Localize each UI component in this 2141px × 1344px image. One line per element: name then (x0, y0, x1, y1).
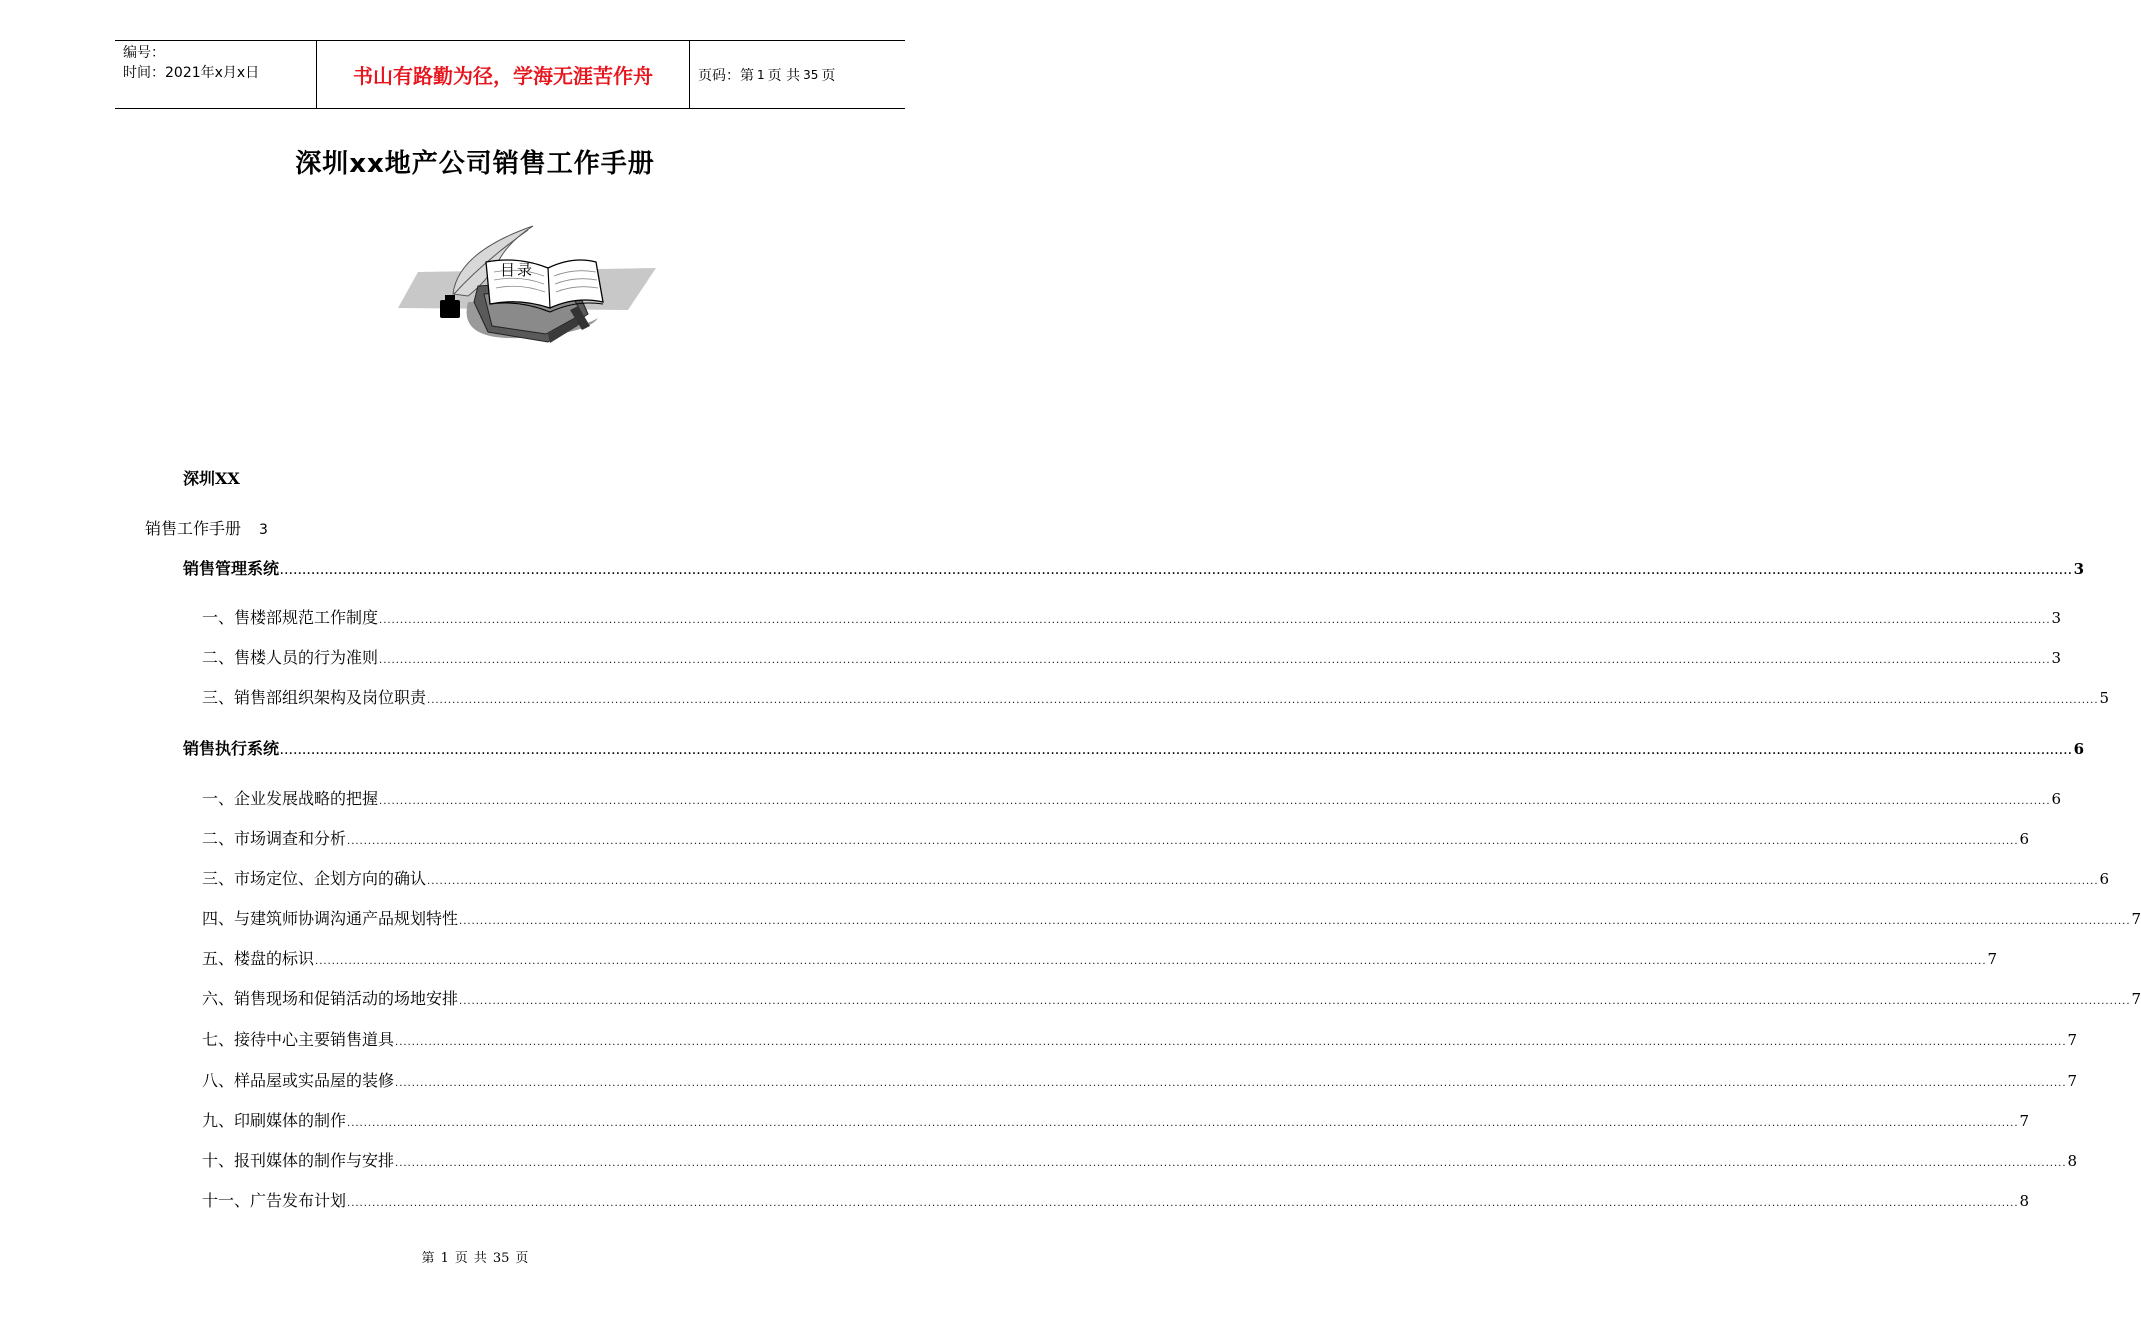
footer-total: 35 (492, 1251, 510, 1266)
toc-entry[interactable] (202, 866, 2110, 888)
toc-entry[interactable] (202, 1068, 2078, 1090)
toc-leader-dots: ................................................................................................................................................................................................................................................................................................................................................................................................................ (427, 876, 2099, 887)
toc-entry-page: 6 (2051, 790, 2062, 808)
toc-entry-page: 8 (2019, 1192, 2030, 1210)
header-motto: 书山有路勤为径，学海无涯苦作舟 (353, 64, 653, 88)
toc-entry[interactable] (202, 605, 2062, 627)
toc-entry[interactable] (202, 906, 2141, 928)
header-meta (123, 43, 313, 83)
toc-entry[interactable] (202, 685, 2110, 707)
toc-entry[interactable] (202, 645, 2062, 667)
toc-leader-dots: ................................................................................................................................................................................................................................................................................................................................................................................................................ (280, 746, 2073, 757)
time-label: 时间：2021年x月x日 (123, 65, 260, 81)
toc-entry-page: 6 (2099, 870, 2110, 888)
toc-leader-dots: ................................................................................................................................................................................................................................................................................................................................................................................................................ (427, 695, 2099, 706)
toc-leader-dots: ................................................................................................................................................................................................................................................................................................................................................................................................................ (347, 1118, 2019, 1129)
page-mid: 页 共 (767, 67, 801, 84)
toc-entry-title: 一、企业发展战略的把握 (202, 789, 379, 808)
toc-leader-dots: ................................................................................................................................................................................................................................................................................................................................................................................................................ (395, 1037, 2067, 1048)
toc-entry-page: 7 (2067, 1031, 2078, 1049)
footer-d: 页 (515, 1251, 529, 1266)
document-title: 深圳xx地产公司销售工作手册 (295, 149, 655, 179)
toc-leader-dots: ................................................................................................................................................................................................................................................................................................................................................................................................................ (379, 655, 2051, 666)
toc-entry-title: 十一、广告发布计划 (202, 1191, 347, 1210)
page-prefix: 页码：第 (698, 67, 754, 84)
toc-entry-title: 销售管理系统 (183, 559, 280, 578)
toc-entry-title: 三、市场定位、企划方向的确认 (202, 869, 427, 888)
book-quill-inkwell-icon (398, 222, 656, 362)
toc-leader-dots: ................................................................................................................................................................................................................................................................................................................................................................................................................ (459, 996, 2131, 1007)
toc-leader-dots: ................................................................................................................................................................................................................................................................................................................................................................................................................ (459, 916, 2131, 927)
page-number: 1 (757, 67, 765, 82)
toc-leader-dots: ................................................................................................................................................................................................................................................................................................................................................................................................................ (395, 1078, 2067, 1089)
illustration-label: 目录 (500, 261, 535, 279)
toc-leader-dots: ................................................................................................................................................................................................................................................................................................................................................................................................................ (379, 615, 2051, 626)
toc-entry[interactable] (202, 1148, 2078, 1170)
toc-entry[interactable] (183, 736, 2085, 758)
toc-entry-page: 8 (2067, 1152, 2078, 1170)
page-total: 35 (803, 67, 819, 82)
toc-entry-page: 3 (2051, 609, 2062, 627)
toc-entry[interactable] (202, 786, 2062, 808)
footer-c: 共 (473, 1251, 487, 1266)
header-divider (689, 41, 690, 108)
header-page-info (698, 41, 835, 108)
toc-entry-page: 6 (2019, 830, 2030, 848)
toc-entry-title: 三、销售部组织架构及岗位职责 (202, 688, 427, 707)
toc-entry-title: 二、市场调查和分析 (202, 829, 347, 848)
toc-entry-title: 九、印刷媒体的制作 (202, 1111, 347, 1130)
toc-lead (145, 516, 268, 539)
toc-leader-dots: ................................................................................................................................................................................................................................................................................................................................................................................................................ (347, 836, 2019, 847)
toc-entry[interactable] (202, 946, 1998, 968)
page-suffix: 页 (821, 67, 836, 84)
toc-entry-page: 7 (2019, 1112, 2030, 1130)
toc-lead-page: 3 (259, 522, 268, 538)
toc-entry-page: 3 (2073, 560, 2085, 578)
toc-entry-page: 6 (2073, 740, 2085, 758)
toc-leader-dots: ................................................................................................................................................................................................................................................................................................................................................................................................................ (315, 956, 1987, 967)
toc-entry-title: 六、销售现场和促销活动的场地安排 (202, 989, 459, 1008)
toc-entry[interactable] (183, 556, 2085, 578)
serial-label: 编号： (123, 45, 165, 61)
toc-entry[interactable] (202, 1027, 2078, 1049)
toc-entry-title: 八、样品屋或实品屋的装修 (202, 1071, 395, 1090)
page-footer (0, 1247, 950, 1266)
toc-entry[interactable] (202, 1108, 2030, 1130)
footer-b: 页 (454, 1251, 468, 1266)
footer-page-number: 1 (440, 1251, 449, 1266)
toc-entry-page: 7 (2131, 910, 2141, 928)
toc-entry-title: 五、楼盘的标识 (202, 949, 315, 968)
toc-entry-title: 七、接待中心主要销售道具 (202, 1030, 395, 1049)
toc-entry-title: 十、报刊媒体的制作与安排 (202, 1151, 395, 1170)
toc-entry-page: 3 (2051, 649, 2062, 667)
toc-entry-page: 7 (2131, 990, 2141, 1008)
toc-lead-text: 销售工作手册 (145, 519, 242, 538)
page-header (115, 40, 905, 109)
toc-entry-title: 二、售楼人员的行为准则 (202, 648, 379, 667)
toc-leader-dots: ................................................................................................................................................................................................................................................................................................................................................................................................................ (379, 796, 2051, 807)
toc-entry[interactable] (202, 1188, 2030, 1210)
toc-leader-dots: ................................................................................................................................................................................................................................................................................................................................................................................................................ (280, 566, 2073, 577)
toc-entry-page: 7 (2067, 1072, 2078, 1090)
toc-leader-dots: ................................................................................................................................................................................................................................................................................................................................................................................................................ (347, 1198, 2019, 1209)
toc-entry-title: 四、与建筑师协调沟通产品规划特性 (202, 909, 459, 928)
org-name: 深圳XX (183, 469, 240, 488)
toc-entry[interactable] (202, 826, 2030, 848)
footer-a: 第 (421, 1251, 435, 1266)
toc-entry-page: 5 (2099, 689, 2110, 707)
toc-entry[interactable] (202, 986, 2141, 1008)
toc-leader-dots: ................................................................................................................................................................................................................................................................................................................................................................................................................ (395, 1158, 2067, 1169)
toc-entry-page: 7 (1987, 950, 1998, 968)
toc-entry-title: 一、售楼部规范工作制度 (202, 608, 379, 627)
toc-entry-title: 销售执行系统 (183, 739, 280, 758)
